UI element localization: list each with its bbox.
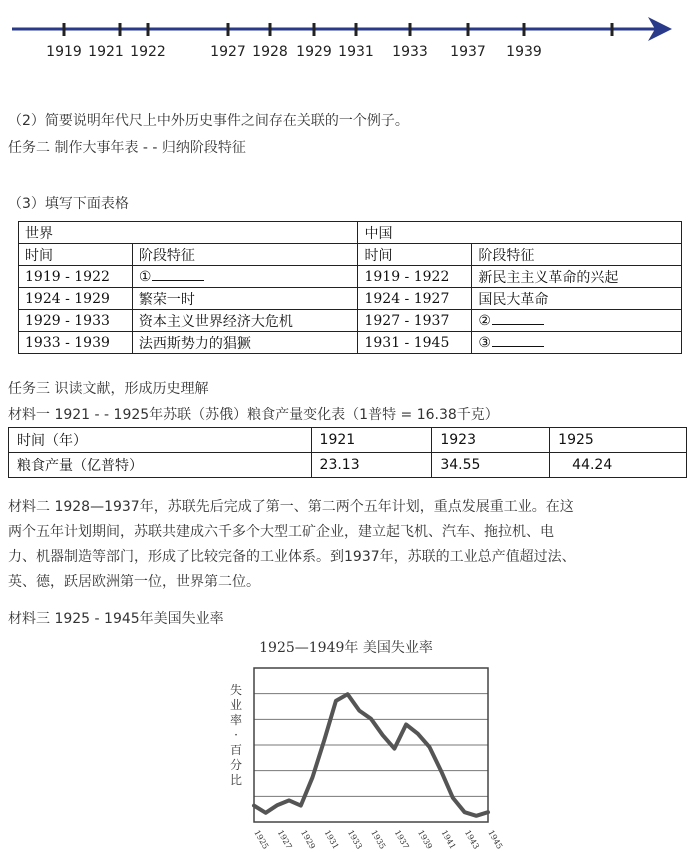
year-cell: 1925 bbox=[550, 428, 687, 453]
world-time-header: 时间 bbox=[19, 244, 133, 266]
y-axis-label-char: 百 bbox=[229, 743, 243, 757]
output-cell: 23.13 bbox=[311, 453, 432, 478]
table-row bbox=[19, 332, 682, 354]
year-cell: 1921 bbox=[311, 428, 432, 453]
material-1-title: 材料一 1921 - - 1925年苏联（苏俄）粮食产量变化表（1普特 = 16.38千克） bbox=[8, 407, 499, 423]
answer-blank[interactable] bbox=[492, 312, 544, 325]
answer-blank[interactable] bbox=[492, 334, 544, 347]
x-tick-label: 1943 bbox=[462, 828, 481, 851]
x-tick-label: 1937 bbox=[392, 828, 411, 851]
timeline-year-label: 1933 bbox=[392, 44, 428, 60]
timeline-year-label: 1922 bbox=[130, 44, 166, 60]
timeline-year-label: 1931 bbox=[338, 44, 374, 60]
china-feature-cell: 新民主主义革命的兴起 bbox=[472, 266, 682, 288]
question-2: （2）简要说明年代尺上中外历史事件之间存在关联的一个例子。 bbox=[8, 113, 409, 129]
timeline-year-label: 1939 bbox=[506, 44, 542, 60]
y-axis-label-char: · bbox=[234, 728, 238, 742]
y-axis-label-char: 比 bbox=[229, 773, 243, 787]
table-row bbox=[9, 453, 687, 478]
material-2-line: 力、机器制造等部门，形成了比较完备的工业体系。到1937年，苏联的工业总产值超过法、 bbox=[8, 549, 576, 565]
y-axis-label-char: 率 bbox=[229, 713, 243, 727]
chart-title: 1925—1949年 美国失业率 bbox=[259, 640, 433, 656]
y-axis-label-char: 失 bbox=[229, 683, 243, 697]
grain-output-table bbox=[8, 427, 687, 478]
x-tick-label: 1931 bbox=[322, 828, 341, 851]
china-time-cell: 1919 - 1922 bbox=[358, 266, 472, 288]
x-tick-label: 1933 bbox=[345, 828, 364, 851]
blank-marker: ① bbox=[138, 269, 152, 285]
china-feature-cell[interactable] bbox=[472, 310, 682, 332]
x-tick-label: 1945 bbox=[486, 828, 505, 851]
x-tick-label: 1925 bbox=[252, 828, 271, 851]
y-axis-label-char: 业 bbox=[229, 698, 243, 712]
timeline-year-label: 1937 bbox=[450, 44, 486, 60]
x-tick-label: 1941 bbox=[439, 828, 458, 851]
world-time-cell: 1929 - 1933 bbox=[19, 310, 133, 332]
x-tick-label: 1935 bbox=[369, 828, 388, 851]
y-axis-label-char: 分 bbox=[229, 758, 243, 772]
unemployment-chart bbox=[222, 630, 505, 851]
y-axis-label bbox=[230, 682, 242, 787]
china-header: 中国 bbox=[358, 222, 682, 244]
world-time-cell: 1924 - 1929 bbox=[19, 288, 133, 310]
x-tick-label: 1927 bbox=[275, 828, 294, 851]
world-feature-cell: 资本主义世界经济大危机 bbox=[132, 310, 358, 332]
material-3-title: 材料三 1925 - 1945年美国失业率 bbox=[8, 611, 224, 627]
world-header: 世界 bbox=[19, 222, 358, 244]
china-time-cell: 1924 - 1927 bbox=[358, 288, 472, 310]
china-feature-header: 阶段特征 bbox=[472, 244, 682, 266]
world-time-cell: 1933 - 1939 bbox=[19, 332, 133, 354]
table-row bbox=[19, 288, 682, 310]
year-cell: 1923 bbox=[432, 428, 550, 453]
timeline-year-label: 1929 bbox=[296, 44, 332, 60]
task-2-heading: 任务二 制作大事年表 - - 归纳阶段特征 bbox=[8, 140, 246, 156]
material-2-line: 两个五年计划期间，苏联共建成六千多个大型工矿企业，建立起飞机、汽车、拖拉机、电 bbox=[8, 524, 554, 540]
world-feature-header: 阶段特征 bbox=[132, 244, 358, 266]
china-time-cell: 1931 - 1945 bbox=[358, 332, 472, 354]
task-3-heading: 任务三 识读文献，形成历史理解 bbox=[8, 381, 209, 397]
world-feature-cell: 繁荣一时 bbox=[132, 288, 358, 310]
output-cell: 34.55 bbox=[432, 453, 550, 478]
china-time-cell: 1927 - 1937 bbox=[358, 310, 472, 332]
timeline-scale bbox=[0, 0, 692, 72]
table-row bbox=[19, 266, 682, 288]
timeline-year-label: 1928 bbox=[252, 44, 288, 60]
output-cell: 44.24 bbox=[550, 453, 687, 478]
china-time-header: 时间 bbox=[358, 244, 472, 266]
answer-blank[interactable] bbox=[152, 268, 204, 281]
x-tick-label: 1939 bbox=[416, 828, 435, 851]
timeline-year-label: 1921 bbox=[88, 44, 124, 60]
table-row bbox=[19, 310, 682, 332]
stage-feature-table bbox=[18, 221, 682, 354]
question-3: （3）填写下面表格 bbox=[8, 196, 129, 212]
unemployment-series-line bbox=[254, 694, 488, 816]
year-label-cell: 时间（年） bbox=[9, 428, 312, 453]
timeline-year-label: 1919 bbox=[46, 44, 82, 60]
blank-marker: ② bbox=[478, 313, 491, 329]
china-feature-cell: 国民大革命 bbox=[472, 288, 682, 310]
table-row bbox=[9, 428, 687, 453]
world-feature-cell[interactable] bbox=[132, 266, 358, 288]
material-2-line: 材料二 1928—1937年，苏联先后完成了第一、第二两个五年计划，重点发展重工业。在这 bbox=[8, 499, 574, 515]
timeline-year-label: 1927 bbox=[210, 44, 246, 60]
blank-marker: ③ bbox=[478, 335, 491, 351]
x-tick-label: 1929 bbox=[299, 828, 318, 851]
world-time-cell: 1919 - 1922 bbox=[19, 266, 133, 288]
output-label-cell: 粮食产量（亿普特） bbox=[9, 453, 312, 478]
world-feature-cell: 法西斯势力的猖獗 bbox=[132, 332, 358, 354]
material-2-line: 英、德，跃居欧洲第一位，世界第二位。 bbox=[8, 574, 260, 590]
material-2 bbox=[8, 495, 688, 595]
china-feature-cell[interactable] bbox=[472, 332, 682, 354]
